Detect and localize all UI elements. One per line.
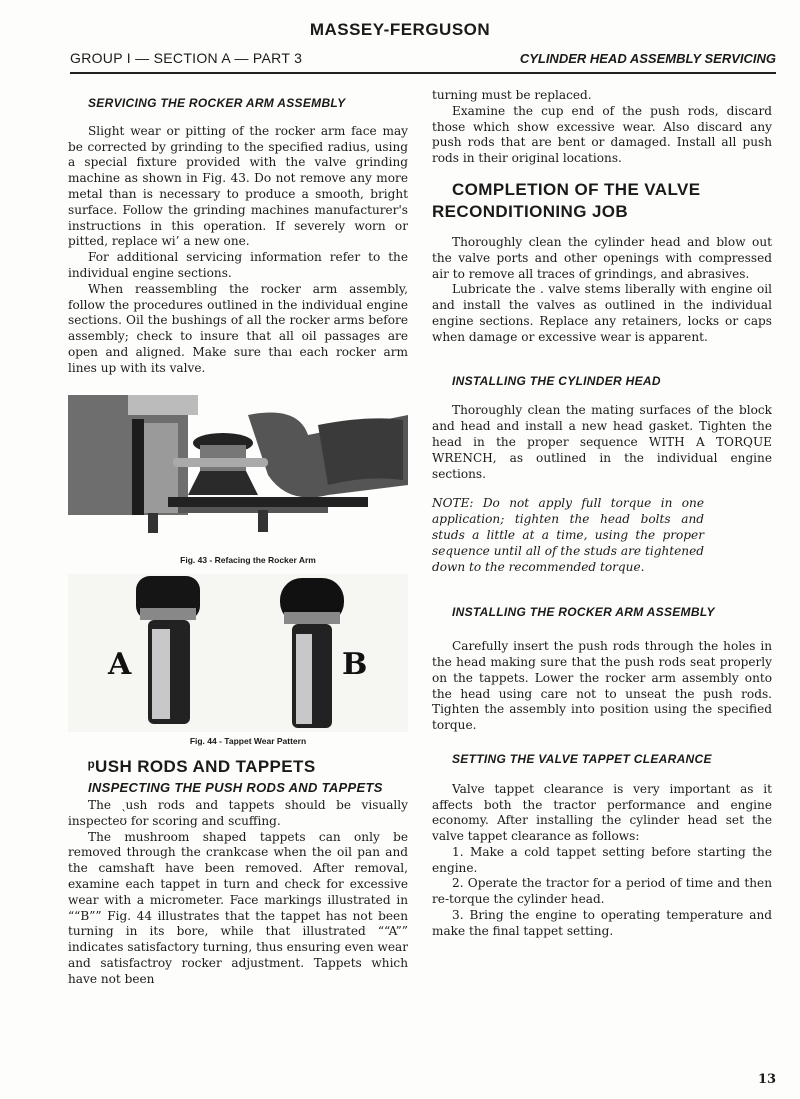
chapter-title: CYLINDER HEAD ASSEMBLY SERVICING	[519, 51, 776, 66]
heading-installing-rocker-arm: INSTALLING THE ROCKER ARM ASSEMBLY	[452, 605, 715, 620]
figure-44-caption: Fig. 44 - Tappet Wear Pattern	[189, 736, 307, 747]
step-2: 2. Operate the tractor for a period of time and then re-torque the cylinder head.	[432, 876, 772, 907]
paragraph: For additional servicing information refer to the individual engine sections.	[68, 250, 408, 280]
paragraph: The ˏush rods and tappets should be visually inspecteʊ for scoring and scuffing.	[68, 797, 408, 828]
tappet-wear-photo	[68, 574, 408, 732]
step-1: 1. Make a cold tappet setting before starting the engine.	[432, 844, 772, 875]
section-label: GROUP I — SECTION A — PART 3	[70, 50, 303, 66]
step-3: 3. Bring the engine to operating temperature and make the final tappet setting.	[432, 908, 772, 938]
heading-installing-cylinder-head: INSTALLING THE CYLINDER HEAD	[452, 373, 661, 388]
paragraph: Thoroughly clean the cylinder head and blow out the valve ports and other openings with compressed air to remove all traces of grindings, and abrasives.	[432, 234, 772, 281]
left-column	[68, 88, 408, 988]
paragraph: When reassembling the rocker arm assembly, follow the procedures outlined in the individual engine sections. Oil the bushings of all the rocker arms before assembly; check to insure that all oil passages are open and aligned. Make sure thaı each rocker arm lines up with its valve.	[68, 281, 408, 375]
figure-43-caption: Fig. 43 - Refacing the Rocker Arm	[180, 554, 316, 565]
paragraph: Valve tappet clearance is very important as it affects both the tractor performance and engine economy. After installing the cylinder head set the valve tappet clearance as follows:	[432, 781, 772, 844]
paragraph: Examine the cup end of the push rods, discard those which show excessive wear. Also discard any push rods that are bent or damaged. Install all push rods in their original locations.	[432, 103, 772, 166]
paragraph: Carefully insert the push rods through the holes in the head making sure that the push rods seat properly on the tappets. Lower the rocker arm assembly onto the head using care not to unseat the push rods. Tighten the assembly into position using the specified torque.	[432, 639, 772, 733]
header-rule	[70, 72, 776, 74]
right-column	[432, 88, 772, 940]
figure-43	[68, 395, 408, 569]
torque-note: NOTE: Do not apply full torque in one application; tighten the head bolts and studs a little at a time, using the proper sequence until all of the studs are tightened down to the recommended torque.	[432, 496, 704, 574]
heading-setting-tappet-clearance: SETTING THE VALVE TAPPET CLEARANCE	[452, 751, 712, 766]
paragraph: Slight wear or pitting of the rocker arm face may be corrected by grinding to the specified radius, using a special fixture provided with the valve grinding machine as shown in Fig. 43. Do not remove any more metal than is necessary to produce a smooth, bright surface. Follow the grinding machines manufacturer's instructions in this operation. If severely worn or pitted, replace wi’ a new one.	[68, 123, 408, 249]
heading-inspecting-push-rods: INSPECTING THE PUSH RODS AND TAPPETS	[88, 780, 383, 796]
figure-44	[68, 574, 408, 750]
heading-push-rods-and-tappets: ᵖUSH RODS AND TAPPETS	[88, 757, 316, 777]
running-header	[70, 50, 776, 70]
heading-completion-valve-reconditioning: COMPLETION OF THE VALVE RECONDITIONING JOB	[432, 179, 701, 221]
paragraph: Lubricate the . valve stems liberally with engine oil and install the valves as outlined in the individual engine sections. Replace any retainers, locks or caps when damage or excessive wear is apparent.	[432, 282, 772, 344]
page-number: 13	[758, 1072, 777, 1087]
paragraph: The mushroom shaped tappets can only be removed through the crankcase when the oil pan and the camshaft have been removed. After removal, examine each tappet in turn and check for excessive wear with a micrometer. Face markings illustrated in ““B”” Fig. 44 illustrates that the tappet has not been turning in its bore, while that illustrated ““A”” indicates satisfactory turning, thus ensuring even wear and satisfactroy rocker adjustment. Tappets which have not been	[68, 829, 408, 986]
heading-servicing-rocker-arm: SERVICING THE ROCKER ARM ASSEMBLY	[88, 96, 346, 110]
label-b: B	[342, 647, 368, 683]
paragraph: turning must be replaced.	[432, 88, 592, 102]
rocker-arm-refacing-photo	[68, 395, 408, 543]
brand-title: MASSEY-FERGUSON	[309, 20, 491, 39]
label-a: A	[108, 647, 132, 683]
paragraph: Thoroughly clean the mating surfaces of the block and head and install a new head gasket. Tighten the head in the proper sequence WITH A TORQUE WRENCH, as outlined in the individual engine sections.	[432, 403, 772, 481]
